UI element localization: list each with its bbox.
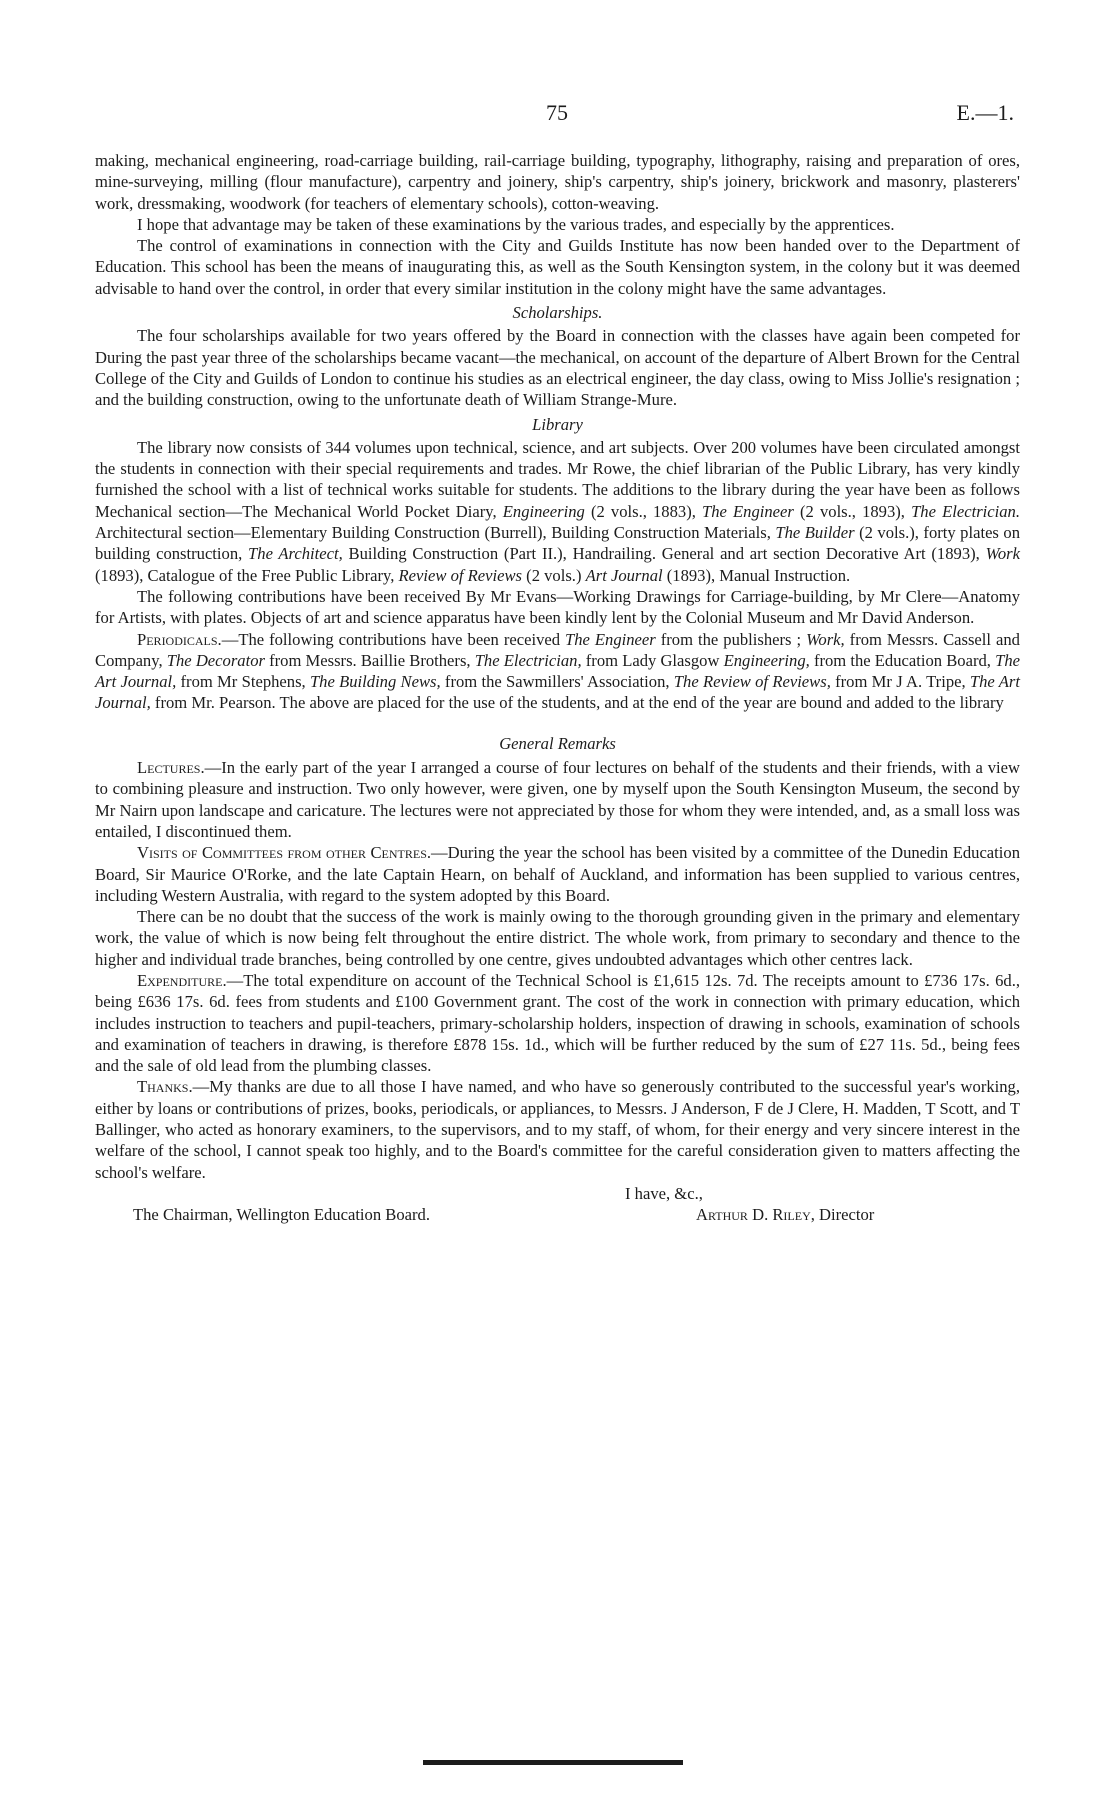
heading-general-remarks: General Remarks bbox=[499, 733, 616, 753]
paragraph-library: The library now consists of 344 volumes upon technical, science, and art subjects. Over 200 volumes have been circulated amongst the students in connection with their special requirements and trades. Mr Rowe, the chief librarian of the Public Library, has very kindly furnished the school with a list of technical works suitable for students. The additions to the library during the year have been as follows Mechanical section—The Mechanical World Pocket Diary, Engineering (2 vols., 1883), The Engineer (2 vols., 1893), The Electrician. Architectural section—Elementary Building Construction (Burrell), Building Construction Materials, The Builder (2 vols.), forty plates on building construction, The Architect, Building Construction (Part II.), Handrailing. General and art section Decorative Art (1893), Work (1893), Catalogue of the Free Public Library, Review of Reviews (2 vols.) Art Journal (1893), Manual Instruction. bbox=[95, 437, 1020, 585]
paragraph-visits: Visits of Committees from other Centres.—During the year the school has been visited by a committee of the Dunedin Education Board, Sir Maurice O'Rorke, and the late Captain Hearn, on behalf of Auckland, and information has been supplied to various centres, including Western Australia, with regard to the system adopted by this Board. bbox=[95, 843, 1020, 905]
signatory: Arthur D. Riley, Director bbox=[696, 1204, 875, 1224]
paragraph-examinations-list: making, mechanical engineering, road-carriage building, rail-carriage building, typography, lithography, raising and preparation of ores, mine-surveying, milling (flour manufacture), carpentry and joinery, ship's carpentry, ship's joinery, brickwork and masonry, plasterers' work, dressmaking, woodwork (for teachers of elementary schools), cotton-weaving. bbox=[95, 151, 1020, 213]
paragraph-thanks: Thanks.—My thanks are due to all those I have named, and who have so generously contributed to the successful year's working, either by loans or contributions of prizes, books, periodicals, or appliances, to Messrs. J Anderson, F de J Clere, H. Madden, T Scott, and T Ballinger, who acted as honorary examiners, to the supervisors, and to my staff, of whom, for their energy and very sincere interest in the welfare of the school, I cannot speak too highly, and to the Board's committee for the careful consideration given to matters affecting the school's welfare. bbox=[95, 1077, 1020, 1182]
paragraph-control-of-examinations: The control of examinations in connection with the City and Guilds Institute has now been handed over to the Department of Education. This school has been the means of inaugurating this, as well as the South Kensington system, in the colony but it was deemed advisable to hand over the control, in order that every similar institution in the colony might have the same advantages. bbox=[95, 236, 1020, 298]
paragraph-contributions: The following contributions have been received By Mr Evans—Working Drawings for Carriage-building, by Mr Clere—Anatomy for Artists, with plates. Objects of art and science apparatus have been kindly lent by the Colonial Museum and Mr David Anderson. bbox=[95, 586, 1020, 628]
page-number: 75 bbox=[546, 100, 568, 125]
paragraph-expenditure: Expenditure.—The total expenditure on account of the Technical School is £1,615 12s. 7d. The receipts amount to £736 17s. 6d., being £636 17s. 6d. fees from students and £100 Government grant. The cost of the work in connection with primary education, which includes instruction to teachers and pupil-teachers, primary-scholarship holders, inspection of drawing in schools, examination of schools and examination of teachers in drawing, is therefore £878 15s. 1d., which will be further reduced by the sum of £27 11s. 5d., being fees and the sale of old lead from the plumbing classes. bbox=[95, 970, 1020, 1076]
addressee: The Chairman, Wellington Education Board. bbox=[133, 1204, 430, 1224]
heading-library: Library bbox=[532, 414, 583, 434]
paragraph-periodicals: Periodicals.—The following contributions have been received The Engineer from the publishers ; Work, from Messrs. Cassell and Company, The Decorator from Messrs. Baillie Brothers, The Electrician, from Lady Glasgow Engineering, from the Education Board, The Art Journal, from Mr Stephens, The Building News, from the Sawmillers' Association, The Review of Reviews, from Mr J A. Tripe, The Art Journal, from Mr. Pearson. The above are placed for the use of the students, and at the end of the year are bound and added to the library bbox=[95, 629, 1020, 713]
paragraph-success: There can be no doubt that the success of the work is mainly owing to the thorough grounding given in the primary and elementary work, the value of which is now being felt throughout the entire district. The whole work, from primary to secondary and thence to the higher and individual trade branches, being controlled by one centre, gives undoubted advantages which other centres lack. bbox=[95, 907, 1020, 969]
paragraph-scholarships: The four scholarships available for two years offered by the Board in connection with the classes have again been competed for During the past year three of the scholarships became vacant—the mechanical, on account of the departure of Albert Brown for the Central College of the City and Guilds of London to continue his studies as an electrical engineer, the day class, owing to Miss Jollie's resignation ; and the building construction, owing to the unfortunate death of William Strange-Mure. bbox=[95, 326, 1020, 410]
paragraph-lectures: Lectures.—In the early part of the year I arranged a course of four lectures on behalf of the students and their friends, with a view to combining pleasure and instruction. Two only however, were given, one by myself upon the South Kensington Museum, the second by Mr Nairn upon landscape and caricature. The lectures were not appreciated by those for whom they were intended, and, as a small loss was entailed, I discontinued them. bbox=[95, 758, 1020, 841]
paragraph-apprentices: I hope that advantage may be taken of these examinations by the various trades, and especially by the apprentices. bbox=[137, 214, 895, 234]
closing-rule bbox=[423, 1760, 683, 1765]
heading-scholarships: Scholarships. bbox=[512, 303, 603, 323]
document-reference: E.—1. bbox=[956, 100, 1014, 125]
main-text-column bbox=[95, 150, 1020, 1227]
signature-block bbox=[95, 1183, 1020, 1227]
closing-line: I have, &c., bbox=[625, 1183, 703, 1203]
